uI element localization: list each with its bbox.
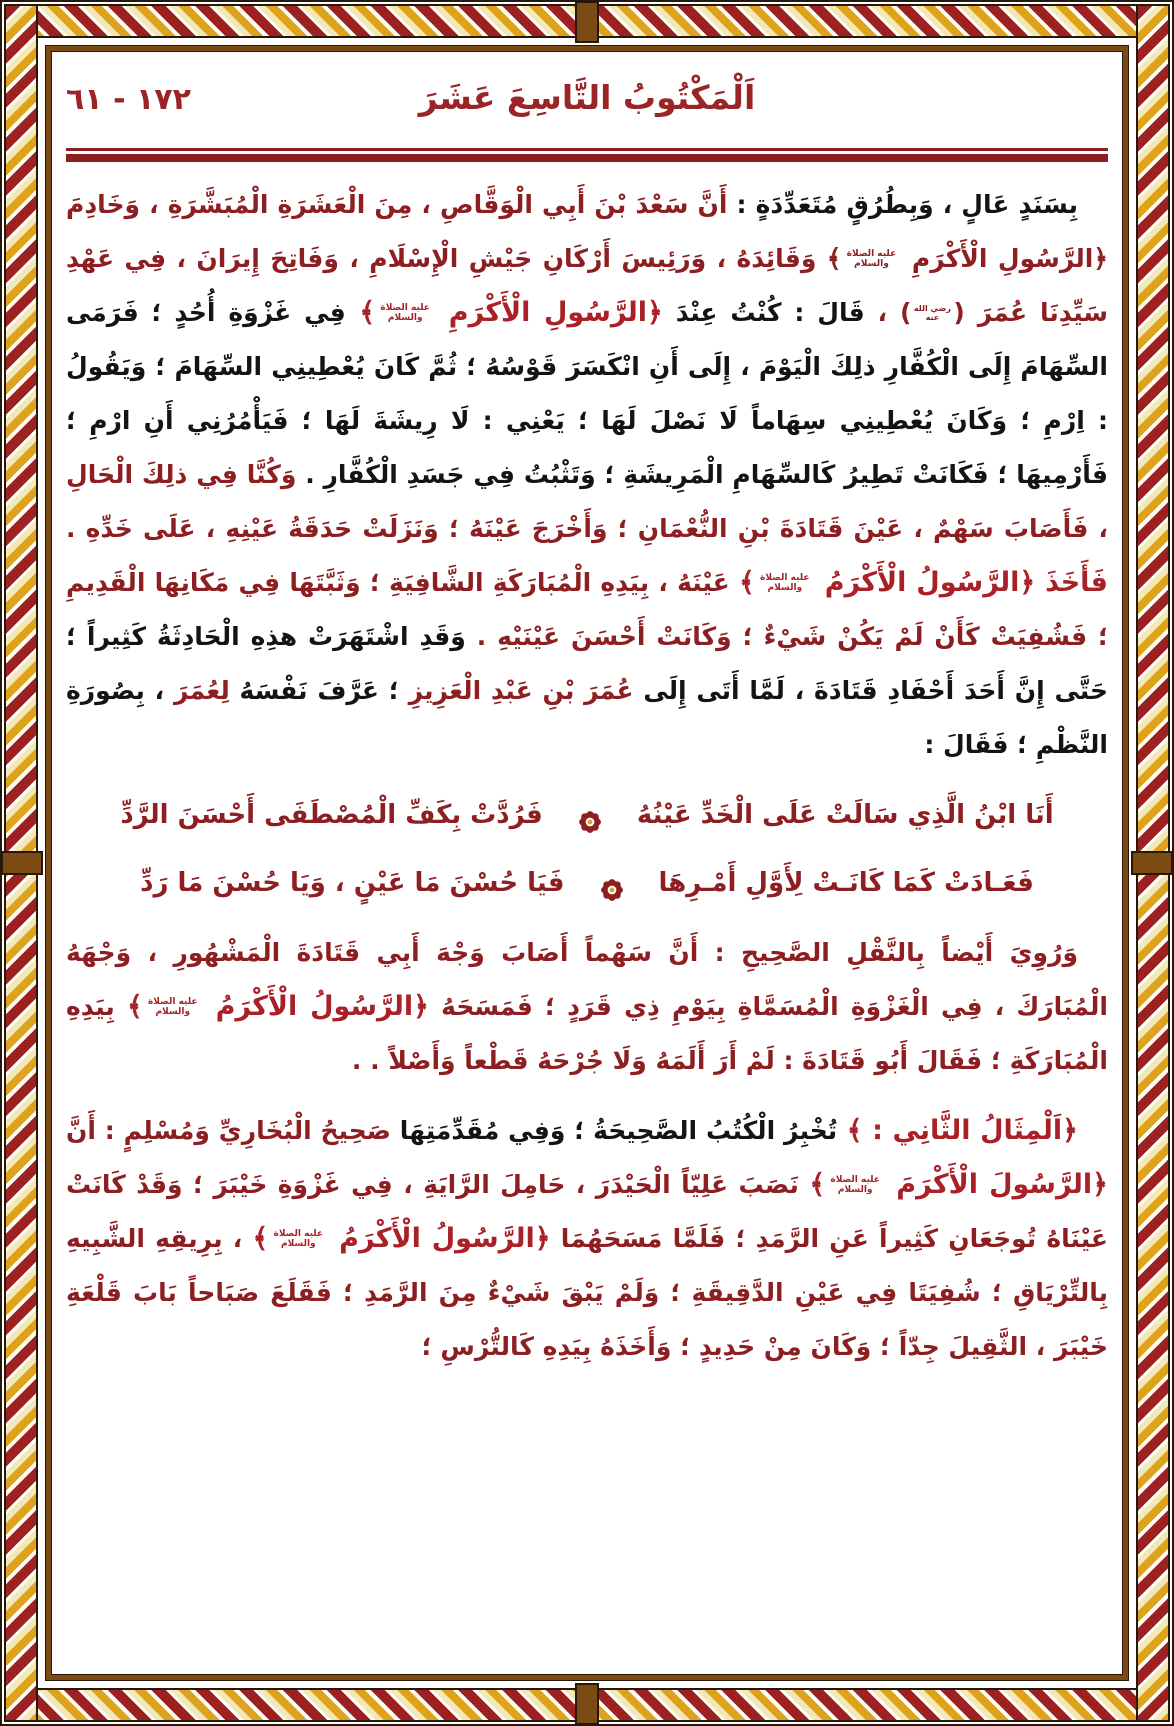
rosette-ornament-icon (599, 870, 625, 896)
paragraph (66, 178, 1108, 772)
pbuh-calligraphy-medallion: عليه الصلاة والسلام (830, 1175, 880, 1195)
pbuh-calligraphy-medallion: عليه الصلاة والسلام (147, 997, 198, 1017)
text-segment: ﴾ (738, 567, 755, 598)
border-center-tab-bottom (575, 1683, 599, 1725)
text-segment: ﴾ (809, 1169, 826, 1200)
text-segment: وَرُوِيَ أَيْضاً بِالنَّقْلِ الصَّحِيحِ : أَنَّ سَهْماً أَصَابَ وَجْهَ أَبِي قَتَادَةَ الْمَشْهُورِ ، وَجْهَهُ الْمُبَارَكَ ، فِي الْغَزْوَةِ الْمُسَمَّاةِ بِيَوْمِ ذِي قَرَدٍ ؛ فَمَسَحَهُ (66, 938, 1108, 1021)
text-segment: ﴿الرَّسُولِ الْأَكْرَمِ (435, 297, 663, 328)
text-segment: عُمَرَ بْنِ عَبْدِ الْعَزِيزِ (408, 676, 634, 705)
text-segment: لِعُمَرَ (173, 676, 230, 705)
paragraph (66, 926, 1108, 1088)
text-segment: تُخْبِرُ الْكُتُبُ الصَّحِيحَةُ ؛ وَفِي مُقَدِّمَتِهَا (390, 1116, 838, 1145)
poetry-verse (66, 858, 1108, 908)
text-segment: ) ، (864, 298, 912, 327)
text-segment: صَحِيحُ الْبُخَارِيِّ وَمُسْلِمٍ : أَنَّ (66, 1116, 391, 1145)
text-segment: أَنَّ سَعْدَ بْنَ أَبِي الْوَقَّاصِ ، مِنَ الْعَشَرَةِ الْمُبَشَّرَةِ ، وَخَادِمَ ﴿الرَّسُولِ الْأَكْرَمِ (66, 190, 1108, 273)
text-segment: ﴾ وَقَائِدَهُ ، وَرَئِيسَ أَرْكَانِ جَيْشِ الْإِسْلَامِ ، وَفَاتِحَ إِيرَانَ ، فِي عَهْدِ سَيِّدِنَا عُمَرَ ( (66, 244, 1108, 327)
body-text (66, 178, 1108, 1374)
page-number: ١٧٢ - ٦١ (66, 82, 191, 117)
text-segment: ﴿الرَّسُولَ الْأَكْرَمَ (885, 1169, 1108, 1200)
text-segment: بِسَنَدٍ عَالٍ ، وَبِطُرُقٍ مُتَعَدِّدَةٍ : (727, 190, 1078, 219)
text-segment: ﴿الرَّسُولُ الْأَكْرَمُ (202, 991, 430, 1022)
hemistich-left: فَيَا حُسْنَ مَا عَيْنٍ ، وَيَا حُسْنَ مَا رَدِّ (140, 868, 565, 898)
page-content (66, 70, 1108, 1662)
border-center-tab-top (575, 1, 599, 43)
divider-thick-line (66, 154, 1108, 162)
text-segment: ، بِصُورَةِ النَّظْمِ ؛ فَقَالَ : (66, 676, 1108, 759)
pbuh-calligraphy-medallion: عليه الصلاة والسلام (760, 573, 810, 593)
hemistich-right: أَنَا ابْنُ الَّذِي سَالَتْ عَلَى الْخَدِّ عَيْنُهُ (636, 800, 1054, 830)
rosette-ornament-icon (577, 802, 603, 828)
pbuh-calligraphy-medallion: عليه الصلاة والسلام (273, 1229, 324, 1249)
text-segment: ﴿اَلْمِثَالُ الثَّانِي : ﴾ (837, 1115, 1078, 1146)
border-center-tab-right (1131, 851, 1173, 875)
text-segment: بِيَدِهِ الْمُبَارَكَةِ ؛ فَقَالَ أَبُو قَتَادَةَ : لَمْ أَرَ أَلَمَهُ وَلَا جُرْحَهُ قَطْعاً وَأَصْلاً . . (66, 992, 1108, 1075)
text-segment: ﴾ (126, 991, 143, 1022)
text-segment: فِي غَزْوَةِ أُحُدٍ ؛ فَرَمَى السِّهَامَ إِلَى الْكُفَّارِ ذلِكَ الْيَوْمَ ، إِلَى أَنِ انْكَسَرَ قَوْسُهُ ؛ ثُمَّ كَانَ يُعْطِينِي السِّهَامَ ؛ وَيَقُولُ : اِرْمِ ؛ وَكَانَ يُعْطِينِي سِهَاماً لَا نَصْلَ لَهَا ؛ يَعْنِي : لَا رِيشَةَ لَهَا ؛ فَيَأْمُرُنِي أَنِ ارْمِ ؛ فَأَرْمِيهَا ؛ فَكَانَتْ تَطِيرُ كَالسِّهَامِ الْمَرِيشَةِ ؛ وَتَثْبُتُ فِي جَسَدِ الْكُفَّارِ . (66, 298, 1108, 489)
text-segment: ﴾ (345, 297, 376, 328)
text-segment: وَقَدِ اشْتَهَرَتْ هذِهِ الْحَادِثَةُ كَثِيراً ؛ حَتَّى إِنَّ أَحَدَ أَحْفَادِ قَتَادَةَ ، لَمَّا أَتَى إِلَى (66, 622, 1108, 705)
paragraph (66, 1104, 1108, 1374)
hemistich-left: فَرُدَّتْ بِكَفِّ الْمُصْطَفَى أَحْسَنَ الرَّدِّ (120, 800, 543, 830)
ra-calligraphy-medallion: رضي الله عنه (913, 304, 951, 322)
text-segment: ﴾ (252, 1223, 269, 1254)
text-segment: فَأَخَذَ ﴿الرَّسُولُ الْأَكْرَمُ (814, 567, 1108, 598)
pbuh-calligraphy-medallion: عليه الصلاة والسلام (380, 303, 430, 323)
text-segment: نَصَبَ عَلِيّاً الْحَيْدَرَ ، حَامِلَ الرَّايَةِ ، فِي غَزْوَةِ خَيْبَرَ ؛ وَقَدْ كَانَتْ عَيْنَاهُ تُوجَعَانِ كَثِيراً عَنِ الرَّمَدِ ؛ فَلَمَّا مَسَحَهُمَا (66, 1170, 1108, 1253)
poetry-verse (66, 790, 1108, 840)
text-segment: قَالَ : كُنْتُ عِنْدَ (662, 298, 865, 327)
divider-thin-line (66, 148, 1108, 151)
pbuh-calligraphy-medallion: عليه الصلاة والسلام (846, 249, 897, 269)
page-header (66, 76, 1108, 134)
text-segment: ، بِرِيقِهِ الشَّبِيهِ بِالتِّرْيَاقِ ؛ شُفِيَتَا فِي عَيْنِ الدَّقِيقَةِ ؛ وَلَمْ يَبْقَ شَيْءٌ مِنَ الرَّمَدِ ؛ فَقَلَعَ صَبَاحاً بَابَ قَلْعَةِ خَيْبَرَ ، الثَّقِيلَ جِدّاً ؛ وَكَانَ مِنْ حَدِيدٍ ؛ وَأَخَذَهُ بِيَدِهِ كَالتُّرْسِ ؛ (66, 1224, 1108, 1361)
page-title: اَلْمَكْتُوبُ التَّاسِعَ عَشَرَ (418, 78, 756, 117)
text-segment: ؛ عَرَّفَ نَفْسَهُ (229, 676, 409, 705)
text-segment: وَكُنَّا فِي ذلِكَ الْحَالِ ، فَأَصَابَ سَهْمٌ ، عَيْنَ قَتَادَةَ بْنِ النُّعْمَانِ ؛ وَأَخْرَجَ عَيْنَهُ ؛ وَنَزَلَتْ حَدَقَةُ عَيْنِهِ ، عَلَى خَدِّهِ . (66, 460, 1108, 543)
hemistich-right: فَعَـادَتْ كَمَا كَانَـتْ لِأَوَّلِ أَمْـرِهَا (658, 868, 1034, 898)
header-divider (66, 148, 1108, 162)
text-segment: عَيْنَهُ ، بِيَدِهِ الْمُبَارَكَةِ الشَّافِيَةِ ؛ وَثَبَّتَهَا فِي مَكَانِهَا الْقَدِيمِ ؛ فَشُفِيَتْ كَأَنْ لَمْ يَكُنْ شَيْءٌ ؛ وَكَانَتْ أَحْسَنَ عَيْنَيْهِ . (66, 568, 1108, 651)
border-center-tab-left (1, 851, 43, 875)
text-segment: ﴿الرَّسُولُ الْأَكْرَمُ (328, 1223, 551, 1254)
